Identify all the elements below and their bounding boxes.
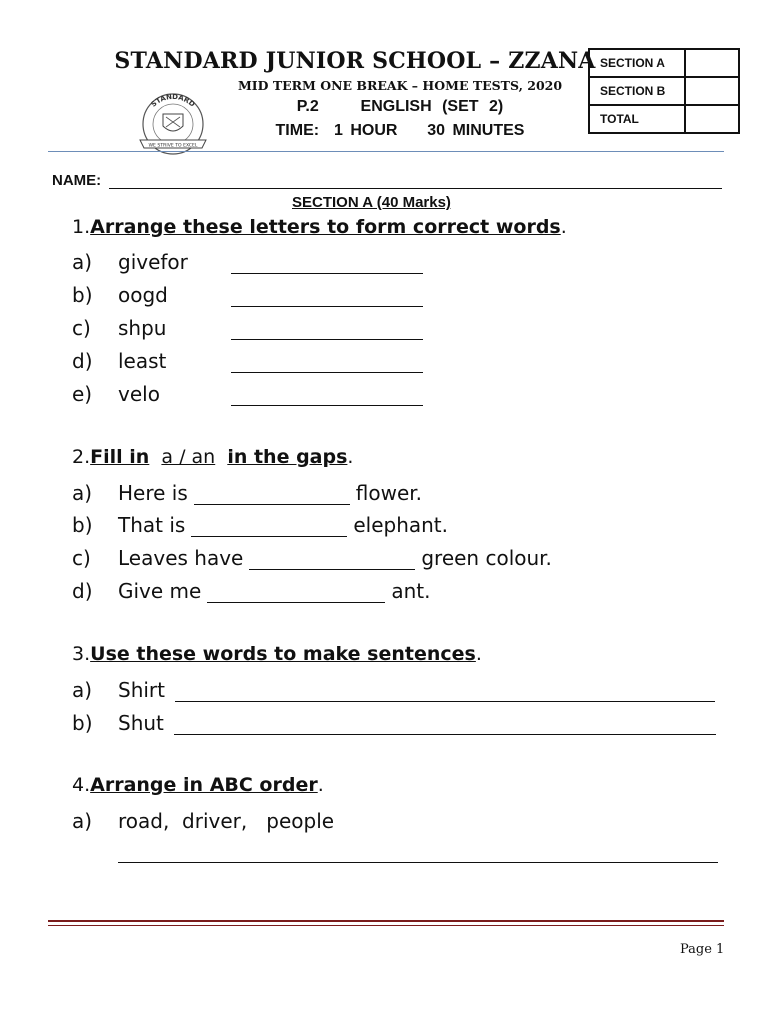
item-letter: a) xyxy=(72,481,93,505)
words-to-order: road, driver, people xyxy=(118,809,335,833)
sentence-end: elephant. xyxy=(353,513,448,537)
question-1-heading xyxy=(72,216,567,238)
logo-motto: WE STRIVE TO EXCEL xyxy=(148,143,198,149)
item-letter: c) xyxy=(72,316,91,340)
sentence-end: green colour. xyxy=(421,546,552,570)
question-number: 1. xyxy=(72,216,91,238)
question-instruction: in the gaps xyxy=(227,446,348,468)
q1-item xyxy=(72,347,423,373)
logo-text-top: STANDARD xyxy=(149,92,197,109)
page-number: Page 1 xyxy=(680,942,725,957)
answer-blank[interactable] xyxy=(191,516,347,537)
time-line: TIME: 1 HOUR 30 MINUTES xyxy=(275,122,525,139)
given-word: Shirt xyxy=(118,678,165,702)
question-number: 3. xyxy=(72,643,91,665)
section-title: SECTION A (40 Marks) xyxy=(292,194,451,211)
svg-text:STANDARD xyxy=(150,93,197,109)
score-cell[interactable] xyxy=(685,49,739,77)
q2-item xyxy=(72,577,430,603)
school-logo-icon xyxy=(132,86,214,158)
name-row xyxy=(52,172,722,189)
exam-title: MID TERM ONE BREAK – HOME TESTS, 2020 xyxy=(237,78,563,93)
item-letter: a) xyxy=(72,809,93,833)
answer-blank[interactable] xyxy=(231,385,423,406)
q1-item xyxy=(72,314,423,340)
sentence-end: flower. xyxy=(355,481,423,505)
subject-line: P.2 ENGLISH (SET 2) xyxy=(296,98,504,115)
answer-blank[interactable] xyxy=(249,549,415,570)
item-letter: a) xyxy=(72,678,93,702)
answer-blank[interactable] xyxy=(231,253,423,274)
scrambled-word: shpu xyxy=(118,316,167,340)
question-choice: a / an xyxy=(161,446,216,468)
question-period: . xyxy=(347,446,354,468)
item-letter: c) xyxy=(72,546,91,570)
scrambled-word: oogd xyxy=(118,283,168,307)
item-letter: b) xyxy=(72,513,93,537)
answer-blank[interactable] xyxy=(231,319,423,340)
item-letter: a) xyxy=(72,250,93,274)
question-instruction: Use these words to make sentences xyxy=(90,643,476,665)
score-row-total xyxy=(589,105,739,133)
given-word: Shut xyxy=(118,711,164,735)
sentence-start: Give me xyxy=(118,579,202,603)
q4-item xyxy=(72,807,334,833)
item-letter: b) xyxy=(72,283,93,307)
answer-blank[interactable] xyxy=(207,582,385,603)
score-label: SECTION B xyxy=(589,77,685,105)
question-3-heading xyxy=(72,643,482,665)
question-period: . xyxy=(475,643,482,665)
sentence-start: Here is xyxy=(118,481,188,505)
sentence-start: That is xyxy=(118,513,186,537)
item-letter: b) xyxy=(72,711,93,735)
score-label: TOTAL xyxy=(589,105,685,133)
sentence-blank[interactable] xyxy=(175,681,715,702)
header-divider xyxy=(48,151,724,152)
score-cell[interactable] xyxy=(685,105,739,133)
q2-item xyxy=(72,479,422,505)
answer-blank[interactable] xyxy=(118,862,718,863)
scrambled-word: velo xyxy=(118,382,160,406)
q3-item xyxy=(72,709,716,735)
sentence-end: ant. xyxy=(391,579,431,603)
question-number: 4. xyxy=(72,774,91,796)
score-table xyxy=(588,48,740,134)
q1-item xyxy=(72,248,423,274)
question-instruction: Arrange these letters to form correct words xyxy=(90,216,561,238)
question-period: . xyxy=(560,216,567,238)
score-row-section-a xyxy=(589,49,739,77)
question-2-heading xyxy=(72,446,353,468)
score-row-section-b xyxy=(589,77,739,105)
name-blank[interactable] xyxy=(109,172,722,189)
item-letter: d) xyxy=(72,579,93,603)
item-letter: d) xyxy=(72,349,93,373)
q1-item xyxy=(72,281,423,307)
question-instruction: Fill in xyxy=(90,446,150,468)
scrambled-word: least xyxy=(118,349,167,373)
question-number: 2. xyxy=(72,446,91,468)
name-label: NAME: xyxy=(52,172,102,189)
footer-divider xyxy=(48,920,724,922)
scrambled-word: givefor xyxy=(118,250,188,274)
q1-item xyxy=(72,380,423,406)
school-name: STANDARD JUNIOR SCHOOL – ZZANA xyxy=(114,48,596,74)
answer-blank[interactable] xyxy=(194,484,350,505)
question-4-heading xyxy=(72,774,324,796)
sentence-blank[interactable] xyxy=(174,714,716,735)
question-instruction: Arrange in ABC order xyxy=(90,774,318,796)
score-cell[interactable] xyxy=(685,77,739,105)
score-label: SECTION A xyxy=(589,49,685,77)
question-period: . xyxy=(317,774,324,796)
q3-item xyxy=(72,676,715,702)
sentence-start: Leaves have xyxy=(118,546,244,570)
q2-item xyxy=(72,544,552,570)
answer-blank[interactable] xyxy=(231,286,423,307)
answer-blank[interactable] xyxy=(231,352,423,373)
item-letter: e) xyxy=(72,382,93,406)
footer-divider-thin xyxy=(48,925,724,926)
q2-item xyxy=(72,511,448,537)
